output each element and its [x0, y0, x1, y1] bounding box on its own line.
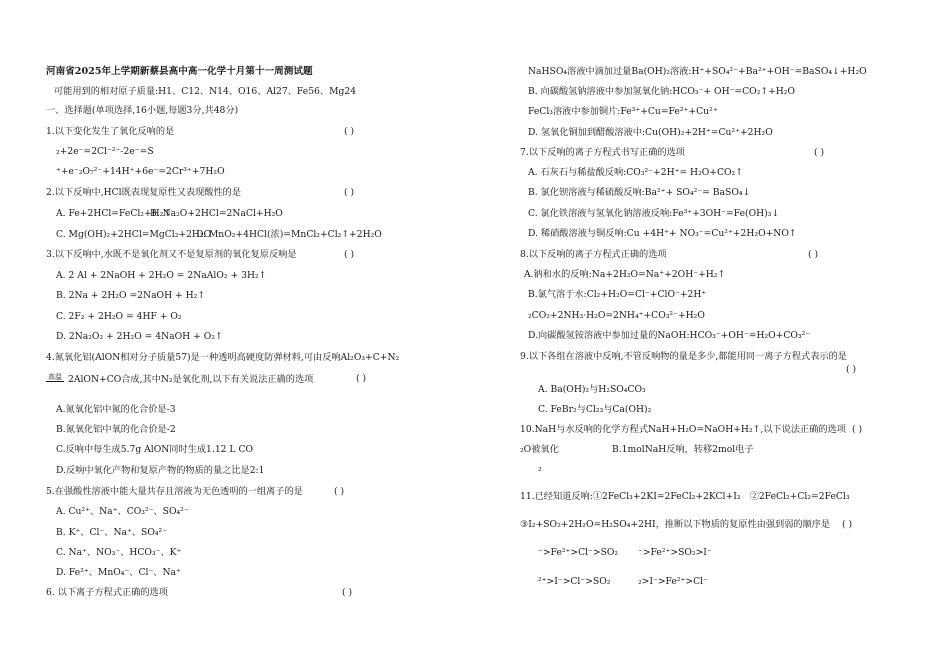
answer-blank-10[interactable]: ( ) — [852, 424, 863, 435]
question-5: 5.在强酸性溶液中能大量共存且溶液为无色透明的一组离子的是 — [46, 486, 303, 497]
question-1: 1.以下变化发生了氧化反响的是 — [46, 126, 175, 137]
answer-blank-7[interactable]: ( ) — [814, 147, 825, 158]
q3-option-b: B. 2Na + 2H₂O =2NaOH + H₂↑ — [56, 290, 206, 301]
page-title: 河南省2025年上学期新蔡县高中高一化学十月第十一周测试题 — [46, 66, 313, 77]
q8-option-d: D.向碳酸氢铵溶液中参加过量的NaOH:HCO₃⁻+OH⁻=H₂O+CO₃²⁻ — [528, 330, 811, 341]
q2-option-c: C. Mg(OH)₂+2HCl=MgCl₂+2H₂O — [56, 229, 212, 240]
answer-blank-9[interactable]: ( ) — [846, 364, 857, 375]
answer-blank-5[interactable]: ( ) — [334, 486, 345, 497]
q2-option-a: A. Fe+2HCl=FeCl₂+H₂↑ — [56, 208, 172, 219]
q2-option-d: D. MnO₂+4HCl(浓)=MnCl₂+Cl₂↑+2H₂O — [196, 229, 382, 240]
question-11-cont: ③I₂+SO₂+2H₂O=H₂SO₄+2HI，推断以下物质的复原性由强到弱的顺序是 — [520, 519, 831, 530]
q6-option-a: NaHSO₄溶液中滴加过量Ba(OH)₂溶液:H⁺+SO₄²⁻+Ba²⁺+OH⁻=BaSO₄↓+H₂O — [528, 66, 867, 77]
atomic-mass-note: 可能用到的相对原子质量:H1、C12、N14、O16、Al27、Fe56、Mg24 — [54, 86, 357, 97]
q7-option-a: A. 石灰石与稀盐酸反响:CO₃²⁻+2H⁺= H₂O+CO₂↑ — [528, 167, 743, 178]
q7-option-d: D. 稀硝酸溶液与铜反响:Cu +4H⁺+ NO₃⁻=Cu²⁺+2H₂O+NO↑ — [528, 228, 797, 239]
q8-option-a: A.钠和水的反响:Na+2H₂O=Na⁺+2OH⁻+H₂↑ — [524, 269, 726, 280]
q9-options-cd: C. FeBr₂与Cl₂₃与Ca(OH)₂ — [538, 404, 652, 415]
q11-option-c: ²⁺>I⁻>Cl⁻>SO₂ — [538, 576, 611, 587]
q11-option-b: ⁻>Fe²⁺>SO₂>I⁻ — [638, 547, 712, 558]
q2-option-b: B. Na₂O+2HCl=2NaCl+H₂O — [150, 208, 283, 219]
q9-options-ab: A. Ba(OH)₂与H₂SO₄CO₃ — [538, 384, 646, 395]
q8-option-b: B.氯气溶于水:Cl₂+H₂O=Cl⁻+ClO⁻+2H⁺ — [528, 289, 707, 300]
q4-option-a: A.氮氧化铝中氮的化合价是-3 — [56, 404, 176, 415]
q5-option-d: D. Fe²⁺、MnO₄⁻、Cl⁻、Na⁺ — [56, 567, 181, 578]
q11-option-d: ₂>I⁻>Fe²⁺>Cl⁻ — [638, 576, 708, 587]
q4-option-b: B.氮氧化铝中氧的化合价是-2 — [56, 424, 176, 435]
question-4-cont-text: 2AlON+CO合成,其中N₂是氧化剂,以下有关说法正确的选项 — [68, 374, 314, 385]
question-9: 9.以下各组在溶液中反响,不管反响物的量是多少,都能用同一离子方程式表示的是 — [520, 351, 847, 362]
answer-blank-8[interactable]: ( ) — [808, 249, 819, 260]
answer-blank-4[interactable]: ( ) — [356, 373, 367, 384]
q5-option-c: C. Na⁺、NO₃⁻、HCO₃⁻、K⁺ — [56, 547, 182, 558]
q11-option-a: ⁻>Fe²⁺>Cl⁻>SO₂ — [538, 547, 619, 558]
section-heading: 一、选择题(单项选择,16小题,每题3分,共48分) — [46, 105, 239, 116]
question-8: 8.以下反响的离子方程式正确的选项 — [520, 249, 667, 260]
q3-option-c: C. 2F₂ + 2H₂O = 4HF + O₂ — [56, 311, 182, 322]
q6-option-b: B. 向碳酸氢钠溶液中参加氢氧化钠:HCO₃⁻+ OH⁻=CO₂↑+H₂O — [528, 86, 795, 97]
q3-option-d: D. 2Na₂O₂ + 2H₂O = 4NaOH + O₂↑ — [56, 331, 223, 342]
question-4-cont — [46, 373, 313, 386]
answer-blank-3[interactable]: ( ) — [344, 249, 355, 260]
question-11: 11.已经知道反响:①2FeCl₃+2KI=2FeCl₂+2KCl+I₂ ②2FeCl₂+Cl₂=2FeCl₃ — [520, 491, 850, 502]
q5-option-a: A. Cu²⁺、Na⁺、CO₃²⁻、SO₄²⁻ — [56, 506, 189, 517]
q3-option-a: A. 2 Al + 2NaOH + 2H₂O = 2NaAlO₂ + 3H₂↑ — [56, 270, 267, 281]
q10-option-b: B.1molNaH反响，转移2mol电子 — [612, 444, 754, 455]
answer-blank-2[interactable]: ( ) — [344, 187, 355, 198]
q7-option-b: B. 氯化钡溶液与稀硫酸反响:Ba²⁺+ SO₄²⁻= BaSO₄↓ — [528, 187, 751, 198]
question-3: 3.以下反响中,水既不是氧化剂又不是复原剂的氧化复原反响是 — [46, 249, 297, 260]
answer-blank-6[interactable]: ( ) — [342, 587, 353, 598]
q6-option-d: D. 氢氧化铜加到醋酸溶液中:Cu(OH)₂+2H⁺=Cu²⁺+2H₂O — [528, 127, 773, 138]
q10-option-a: ₂O被氧化 — [520, 444, 559, 455]
q6-option-c: FeCl₃溶液中参加铜片:Fe³⁺+Cu=Fe²⁺+Cu²⁺ — [528, 106, 718, 117]
q8-option-c: ₂CO₂+2NH₃·H₂O=2NH₄⁺+CO₃²⁻+H₂O — [528, 310, 705, 321]
q4-option-d: D.反响中氧化产物和复原产物的物质的量之比是2:1 — [56, 465, 265, 476]
q4-option-c: C.反响中每生成5.7g AlON同时生成1.12 L CO — [56, 444, 254, 455]
reaction-condition-label: 高温 — [48, 373, 62, 381]
question-4: 4.氮氧化铝(AlON相对分子质量57)是一种透明高硬度防弹材料,可由反响Al₂O₃+C+N₂ — [46, 352, 400, 363]
q10-option-c: ₂ — [538, 463, 542, 474]
question-10: 10.NaH与水反响的化学方程式NaH+H₂O=NaOH+H₂↑,以下说法正确的选项 — [520, 424, 846, 435]
question-7: 7.以下反响的离子方程式书写正确的选项 — [520, 147, 685, 158]
q5-option-b: B. K⁺、Cl⁻、Na⁺、SO₄²⁻ — [56, 527, 168, 538]
q7-option-c: C. 氯化铁溶液与氢氧化钠溶液反响:Fe³⁺+3OH⁻=Fe(OH)₃↓ — [528, 208, 780, 219]
answer-blank-1[interactable]: ( ) — [344, 126, 355, 137]
question-6: 6. 以下离子方程式正确的选项 — [46, 587, 168, 598]
q1-options-ab: ₂+2e⁻=2Cl⁻²⁻-2e⁻=S — [56, 146, 154, 157]
question-2: 2.以下反响中,HCl既表现复原性又表现酸性的是 — [46, 187, 242, 198]
answer-blank-11[interactable]: ( ) — [842, 519, 853, 530]
q1-options-cd: ⁺+e⁻₂O₇²⁻+14H⁺+6e⁻=2Cr³⁺+7H₂O — [56, 166, 225, 177]
